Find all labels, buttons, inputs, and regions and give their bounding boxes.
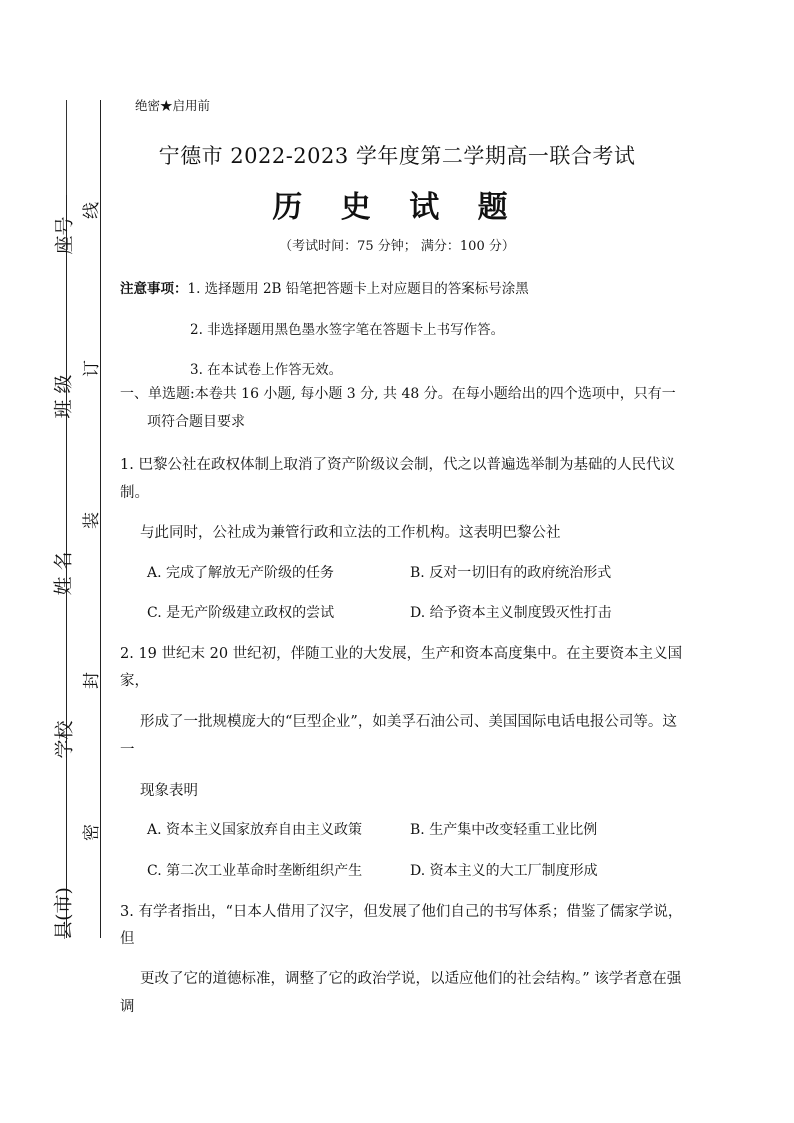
question-1-option-a: A. 完成了解放无产阶级的任务 <box>147 565 335 581</box>
question-3-line3: 更改了它的道德标准，调整了它的政治学说，以适应他们的社会结构。” 该学者意在强 <box>140 971 682 987</box>
question-2-option-b: B. 生产集中改变轻重工业比例 <box>410 822 598 838</box>
class-label: 班 级 <box>52 374 75 419</box>
exam-info: （考试时间：75 分钟； 满分：100 分） <box>279 239 515 254</box>
question-3-line2: 但 <box>120 931 135 947</box>
binding-mark-xian: 线 <box>82 202 102 219</box>
seat-number-label: 座号 <box>53 216 76 255</box>
subject-title: 历 史 试 题 <box>272 190 522 225</box>
binding-mark-zhuang: 装 <box>82 512 102 529</box>
notice-item-2: 2. 非选择题用黑色墨水签字笔在答题卡上书写作答。 <box>190 322 505 338</box>
question-2-line4: 一 <box>120 742 135 758</box>
notice-item-1 <box>120 277 529 297</box>
question-2-line3: 形成了一批规模庞大的“巨型企业”，如美孚石油公司、美国国际电话电报公司等。这 <box>140 714 677 730</box>
question-1-line2: 制。 <box>120 485 149 501</box>
question-2-option-d: D. 资本主义的大工厂制度形成 <box>410 863 598 879</box>
question-3-line1: 3. 有学者指出，“日本人借用了汉字，但发展了他们自己的书写体系；借鉴了儒家学说， <box>120 904 683 920</box>
question-3-line4: 调 <box>120 999 135 1015</box>
question-1-option-d: D. 给予资本主义制度毁灭性打击 <box>410 605 612 621</box>
question-2-line1: 2. 19 世纪末 20 世纪初，伴随工业的大发展，生产和资本高度集中。在主要资本主义国 <box>120 646 683 662</box>
question-1-line1: 1. 巴黎公社在政权体制上取消了资产阶级议会制，代之以普遍选举制为基础的人民代议 <box>120 457 675 473</box>
question-1-option-c: C. 是无产阶级建立政权的尝试 <box>147 605 335 621</box>
question-2-line2: 家， <box>120 673 149 689</box>
notice-item-1-text: 1. 选择题用 2B 铅笔把答题卡上对应题目的答案标号涂黑 <box>187 281 529 297</box>
section-heading-line2: 项符合题目要求 <box>147 414 245 430</box>
binding-mark-feng: 封 <box>82 672 102 689</box>
notice-item-3: 3. 在本试卷上作答无效。 <box>190 362 343 378</box>
notice-label: 注意事项： <box>120 281 188 297</box>
name-label: 姓 名 <box>52 551 75 596</box>
confidential-mark: 绝密★启用前 <box>135 98 211 113</box>
section-heading-line1: 一、单选题:本卷共 16 小题, 每小题 3 分, 共 48 分。在每小题给出的四个选项中，只有一 <box>120 386 676 402</box>
question-2-option-c: C. 第二次工业革命时垄断组织产生 <box>147 863 363 879</box>
exam-title: 宁德市 2022-2023 学年度第二学期高一联合考试 <box>158 144 636 168</box>
county-label: 县(市) <box>52 887 75 940</box>
binding-mark-ding: 订 <box>82 360 102 377</box>
question-2-line5: 现象表明 <box>140 783 198 799</box>
school-label: 学校 <box>53 720 76 759</box>
question-2-option-a: A. 资本主义国家放弃自由主义政策 <box>147 822 363 838</box>
question-1-option-b: B. 反对一切旧有的政府统治形式 <box>410 565 612 581</box>
question-1-line3: 与此同时，公社成为兼管行政和立法的工作机构。这表明巴黎公社 <box>140 525 561 541</box>
binding-mark-mi: 密 <box>82 824 102 841</box>
